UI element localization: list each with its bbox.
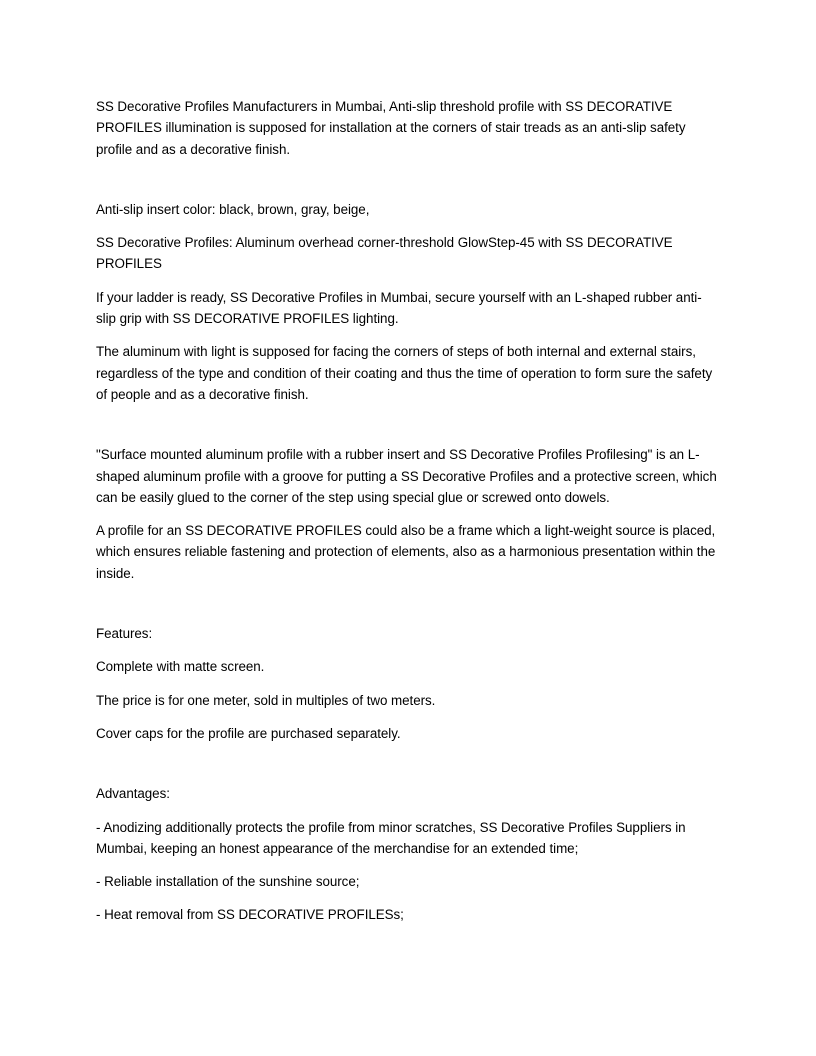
- advantage-item: - Heat removal from SS DECORATIVE PROFILESs;: [96, 907, 404, 923]
- advantages-heading: Advantages:: [96, 786, 170, 802]
- document-page: [96, 96, 720, 938]
- glowstep-paragraph: SS Decorative Profiles: Aluminum overhead corner-threshold GlowStep-45 with SS DECORATIVE PROFILES: [96, 235, 673, 272]
- frame-paragraph: A profile for an SS DECORATIVE PROFILES could also be a frame which a light-weight source is placed, which ensures reliable fastening and protection of elements, also as a harmonious presentation within the inside.: [96, 523, 716, 581]
- surface-mounted-paragraph: "Surface mounted aluminum profile with a rubber insert and SS Decorative Profiles Profilesing" is an L-shaped aluminum profile with a groove for putting a SS Decorative Profiles and a protective screen, which can be easily glued to the corner of the step using special glue or screwed onto dowels.: [96, 447, 717, 505]
- feature-item: The price is for one meter, sold in multiples of two meters.: [96, 692, 436, 708]
- spacer: [96, 756, 720, 783]
- feature-item: Complete with matte screen.: [96, 659, 265, 675]
- spacer: [96, 417, 720, 444]
- advantage-item: - Reliable installation of the sunshine source;: [96, 874, 360, 890]
- feature-item: Cover caps for the profile are purchased separately.: [96, 725, 401, 741]
- aluminum-light-paragraph: The aluminum with light is supposed for facing the corners of steps of both internal and external stairs, regardless of the type and condition of their coating and thus the time of operation to form sure the safety of people and as a decorative finish.: [96, 344, 713, 402]
- ladder-paragraph: If your ladder is ready, SS Decorative Profiles in Mumbai, secure yourself with an L-shaped rubber anti-slip grip with SS DECORATIVE PROFILES lighting.: [96, 289, 702, 327]
- intro-paragraph: SS Decorative Profiles Manufacturers in Mumbai, Anti-slip threshold profile with SS DECORATIVE PROFILES illumination is supposed for installation at the corners of stair treads as an anti-slip safety profile and as a decorative finish.: [96, 99, 686, 157]
- spacer: [96, 172, 720, 199]
- spacer: [96, 596, 720, 623]
- advantage-item: - Anodizing additionally protects the profile from minor scratches, SS Decorative Profiles Suppliers in Mumbai, keeping an honest appearance of the merchandise for an extended time;: [96, 819, 686, 856]
- insert-color-paragraph: Anti-slip insert color: black, brown, gray, beige,: [96, 201, 370, 217]
- features-heading: Features:: [96, 626, 153, 642]
